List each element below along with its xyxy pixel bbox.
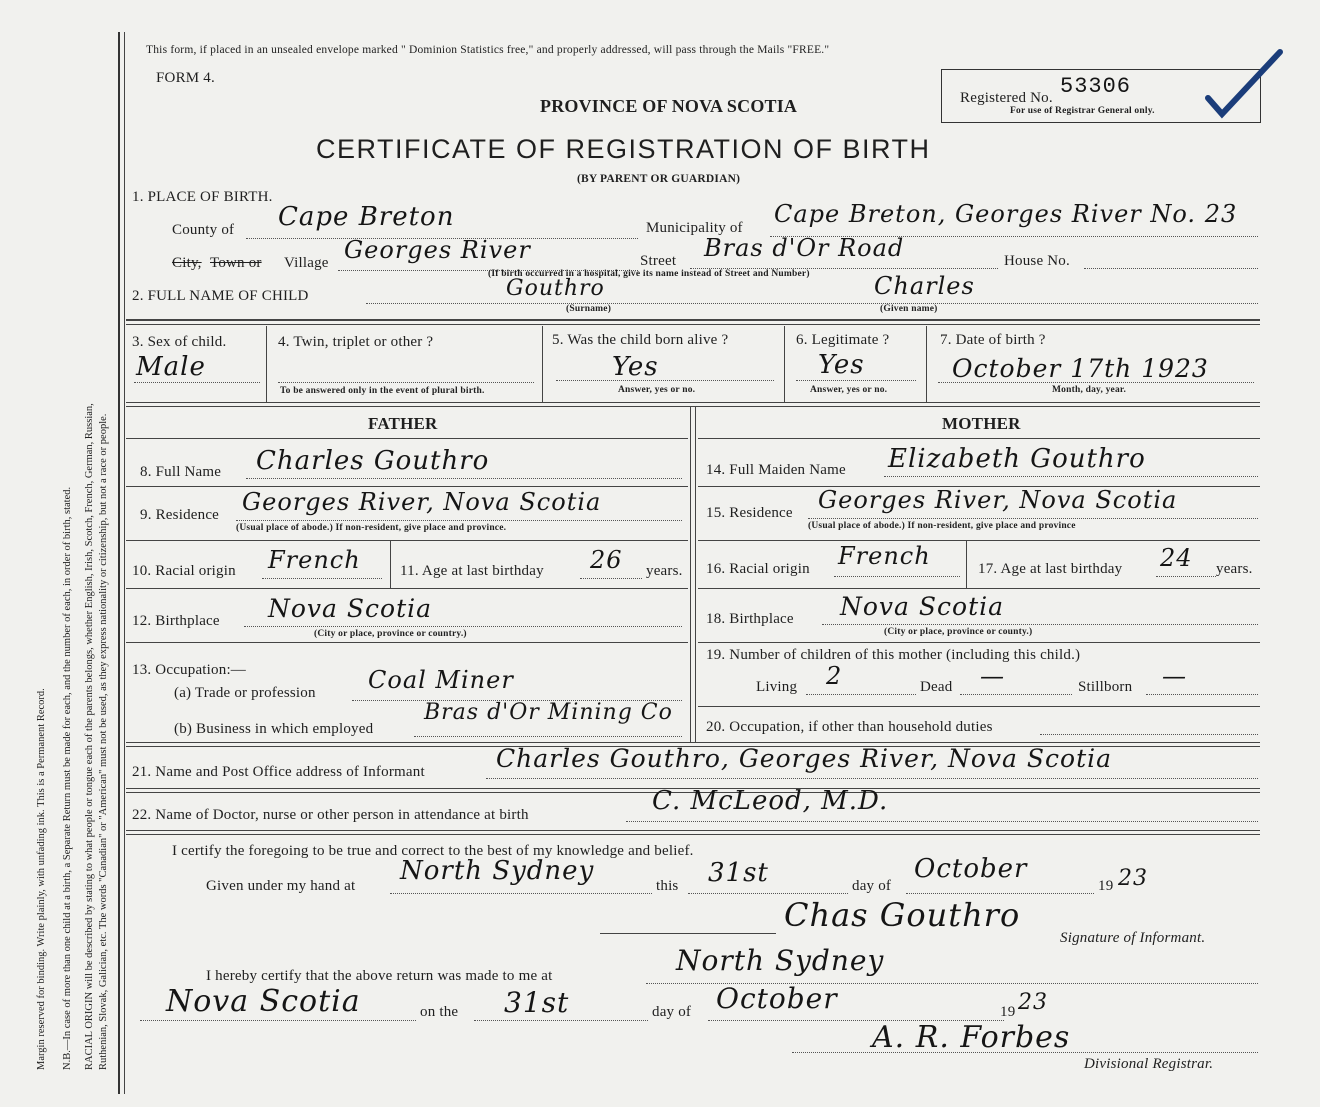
municipality-value: Cape Breton, Georges River No. 23 — [774, 200, 1238, 228]
father-race-value: French — [268, 546, 361, 574]
divider — [126, 642, 688, 643]
informant-label: 21. Name and Post Office address of Informant — [132, 764, 425, 780]
mother-age-label: 17. Age at last birthday — [978, 561, 1123, 577]
divider — [698, 588, 1260, 589]
registrar-signature: A. R. Forbes — [872, 1020, 1071, 1055]
given-year-prefix: 19 — [1098, 878, 1114, 894]
this-label: this — [656, 878, 679, 894]
binding-line — [118, 32, 120, 1094]
children-label: 19. Number of children of this mother (including this child.) — [706, 647, 1081, 663]
registrar-signature-line — [792, 1052, 1258, 1053]
margin-note-4: Ruthenian, Slovak, Galician, etc. The words "Canadian" or "American" must not be used, as they express nationality or citizenship, but not a race or people. — [98, 413, 109, 1070]
father-residence-label: 9. Residence — [140, 507, 220, 523]
alive-label: 5. Was the child born alive ? — [552, 332, 729, 348]
county-value: Cape Breton — [278, 202, 455, 232]
mother-age-line — [1156, 576, 1216, 577]
divider — [126, 540, 688, 541]
legitimate-value: Yes — [818, 350, 865, 380]
father-birthplace-note: (City or place, province or country.) — [314, 629, 467, 639]
mother-residence-line — [808, 518, 1258, 519]
living-label: Living — [756, 679, 798, 695]
stillborn-label: Stillborn — [1078, 679, 1133, 695]
given-caption: (Given name) — [880, 304, 938, 314]
father-birthplace-line — [244, 626, 682, 627]
registrar-place: North Sydney — [676, 944, 885, 977]
signature-line-left — [600, 933, 776, 934]
mother-birthplace-label: 18. Birthplace — [706, 611, 794, 627]
legit-line — [796, 380, 916, 381]
alive-value: Yes — [612, 352, 659, 382]
child-surname: Gouthro — [506, 276, 605, 301]
form-number: FORM 4. — [156, 70, 215, 86]
given-month-line — [906, 893, 1094, 894]
given-dayof-label: day of — [852, 878, 892, 894]
divider — [126, 742, 1260, 743]
attendant-line — [626, 821, 1258, 822]
twin-line — [278, 382, 534, 383]
street-value: Bras d'Or Road — [704, 234, 905, 262]
registrar-day-line — [474, 1020, 648, 1021]
alive-line — [556, 380, 774, 381]
father-age-value: 26 — [590, 546, 623, 574]
certificate-subtitle: (BY PARENT OR GUARDIAN) — [577, 173, 741, 185]
cell-divider — [926, 326, 927, 402]
house-line — [1084, 268, 1258, 269]
hospital-note: (If birth occurred in a hospital, give its name instead of Street and Number) — [488, 269, 810, 279]
city-label: City, — [172, 255, 202, 271]
dob-label: 7. Date of birth ? — [940, 332, 1046, 348]
margin-note-1: Margin reserved for binding. Write plainly, with unfading ink. This is a Permanent Record. — [36, 688, 47, 1070]
sex-line — [134, 382, 260, 383]
cell-divider — [542, 326, 543, 402]
business-label: (b) Business in which employed — [174, 721, 374, 737]
registrar-month: October — [716, 982, 838, 1015]
divider — [126, 830, 1260, 831]
province-heading: PROVINCE OF NOVA SCOTIA — [540, 96, 798, 116]
cell-divider — [390, 540, 391, 588]
divider — [126, 324, 1260, 325]
checkmark-icon — [1200, 46, 1290, 122]
informant-signature-caption: Signature of Informant. — [1060, 930, 1206, 946]
registrar-caption: Divisional Registrar. — [1084, 1056, 1214, 1072]
certificate-title: CERTIFICATE OF REGISTRATION OF BIRTH — [316, 134, 931, 164]
divider — [126, 319, 1260, 321]
father-race-label: 10. Racial origin — [132, 563, 236, 579]
dob-value: October 17th 1923 — [952, 354, 1209, 383]
mother-abode-note: (Usual place of abode.) If non-resident, give place and province — [808, 521, 1076, 531]
certify-statement: I certify the foregoing to be true and correct to the best of my knowledge and belief. — [172, 843, 694, 859]
twin-note: To be answered only in the event of plural birth. — [280, 386, 485, 396]
child-name-label: 2. FULL NAME OF CHILD — [132, 288, 309, 304]
stillborn-line — [1146, 694, 1258, 695]
father-years: years. — [646, 563, 683, 579]
divider — [126, 438, 688, 439]
mother-race-line — [834, 576, 960, 577]
given-label: Given under my hand at — [206, 878, 356, 894]
margin-note-3: RACIAL ORIGIN will be described by stating to what people or tongue each of the parents belongs, whether English, Irish, Scotch, French, German, Russian, — [84, 403, 95, 1070]
child-name-line — [366, 303, 1258, 304]
father-age-label: 11. Age at last birthday — [400, 563, 544, 579]
divider — [698, 438, 1260, 439]
mother-occupation-label: 20. Occupation, if other than household duties — [706, 719, 993, 735]
given-place: North Sydney — [400, 856, 595, 886]
registrar-province: Nova Scotia — [166, 984, 361, 1019]
trade-label: (a) Trade or profession — [174, 685, 316, 701]
surname-caption: (Surname) — [566, 304, 612, 314]
given-year: 23 — [1118, 866, 1148, 891]
attendant-value: C. McLeod, M.D. — [652, 786, 889, 816]
cell-divider — [784, 326, 785, 402]
living-line — [806, 694, 916, 695]
alive-caption: Answer, yes or no. — [618, 385, 696, 395]
occupation-label: 13. Occupation:— — [132, 662, 247, 678]
registrar-statement: I hereby certify that the above return was made to me at — [206, 968, 553, 984]
informant-signature: Chas Gouthro — [784, 896, 1021, 934]
mother-name-line — [884, 476, 1258, 477]
mother-birthplace-value: Nova Scotia — [840, 592, 1005, 621]
registrar-year: 23 — [1018, 990, 1048, 1015]
attendant-label: 22. Name of Doctor, nurse or other person in attendance at birth — [132, 807, 529, 823]
registered-number: 53306 — [1060, 74, 1132, 99]
registrar-dayof-label: day of — [652, 1004, 692, 1020]
cell-divider — [966, 540, 967, 588]
legitimate-caption: Answer, yes or no. — [810, 385, 888, 395]
mail-notice: This form, if placed in an unsealed envelope marked " Dominion Statistics free," and properly addressed, will pass through the Mails "FREE." — [146, 44, 830, 56]
father-race-line — [262, 578, 382, 579]
sex-label: 3. Sex of child. — [132, 334, 227, 350]
father-heading: FATHER — [368, 414, 438, 433]
village-label: Village — [284, 255, 329, 271]
place-heading: 1. PLACE OF BIRTH. — [132, 189, 273, 205]
legitimate-label: 6. Legitimate ? — [796, 332, 890, 348]
father-residence-line — [236, 520, 682, 521]
cell-divider — [266, 326, 267, 402]
street-label: Street — [640, 253, 677, 269]
divider — [126, 402, 1260, 403]
mother-years: years. — [1216, 561, 1253, 577]
father-age-line — [580, 578, 642, 579]
registrar-on-label: on the — [420, 1004, 459, 1020]
column-divider — [690, 406, 691, 742]
divider — [698, 642, 1260, 643]
mother-birthplace-note: (City or place, province or county.) — [884, 627, 1033, 637]
stillborn-value: — — [1162, 662, 1187, 690]
given-month: October — [914, 854, 1028, 884]
father-residence-value: Georges River, Nova Scotia — [242, 488, 602, 516]
informant-line — [486, 778, 1258, 779]
twin-label: 4. Twin, triplet or other ? — [278, 334, 434, 350]
divider — [126, 406, 1260, 407]
registered-label: Registered No. — [960, 90, 1053, 106]
dead-value: — — [980, 662, 1005, 690]
mother-age-value: 24 — [1160, 544, 1193, 572]
divider — [698, 706, 1260, 707]
living-value: 2 — [826, 662, 843, 690]
mother-heading: MOTHER — [942, 414, 1021, 433]
registrar-year-prefix: 19 — [1000, 1004, 1016, 1020]
father-birthplace-value: Nova Scotia — [268, 594, 433, 623]
margin-note-2: N.B.—In case of more than one child at a birth, a Separate Return must be made for each, and the number of each, in order of birth, stated. — [62, 486, 73, 1070]
given-day: 31st — [708, 858, 769, 888]
mother-race-value: French — [838, 542, 931, 570]
dob-caption: Month, day, year. — [1052, 385, 1127, 395]
father-abode-note: (Usual place of abode.) If non-resident, give place and province. — [236, 523, 507, 533]
dead-line — [960, 694, 1072, 695]
binding-line-inner — [124, 32, 125, 1094]
given-place-line — [390, 893, 652, 894]
father-name-label: 8. Full Name — [140, 464, 222, 480]
house-label: House No. — [1004, 253, 1070, 269]
mother-name-label: 14. Full Maiden Name — [706, 462, 846, 478]
county-label: County of — [172, 222, 235, 238]
mother-birthplace-line — [822, 624, 1258, 625]
divider — [126, 486, 688, 487]
business-line — [414, 736, 682, 737]
given-day-line — [688, 893, 848, 894]
dead-label: Dead — [920, 679, 953, 695]
sex-value: Male — [136, 352, 206, 382]
father-name-value: Charles Gouthro — [256, 446, 490, 476]
mother-residence-value: Georges River, Nova Scotia — [818, 486, 1178, 514]
father-name-line — [246, 478, 682, 479]
father-birthplace-label: 12. Birthplace — [132, 613, 220, 629]
child-given-name: Charles — [874, 272, 975, 300]
trade-value: Coal Miner — [368, 666, 514, 694]
informant-value: Charles Gouthro, Georges River, Nova Scotia — [496, 744, 1113, 773]
mother-race-label: 16. Racial origin — [706, 561, 810, 577]
mother-occupation-line — [1040, 734, 1258, 735]
registrar-day: 31st — [504, 986, 570, 1019]
registrar-province-line — [140, 1020, 416, 1021]
divider — [126, 834, 1260, 835]
village-value: Georges River — [344, 236, 531, 264]
municipality-label: Municipality of — [646, 220, 743, 236]
divider — [698, 540, 1260, 541]
dob-line — [938, 382, 1254, 383]
registrar-note: For use of Registrar General only. — [1010, 106, 1155, 116]
divider — [126, 588, 688, 589]
mother-name-value: Elizabeth Gouthro — [888, 444, 1146, 474]
business-value: Bras d'Or Mining Co — [424, 700, 673, 725]
mother-residence-label: 15. Residence — [706, 505, 793, 521]
column-divider — [695, 406, 696, 742]
town-label: Town or — [210, 255, 262, 271]
